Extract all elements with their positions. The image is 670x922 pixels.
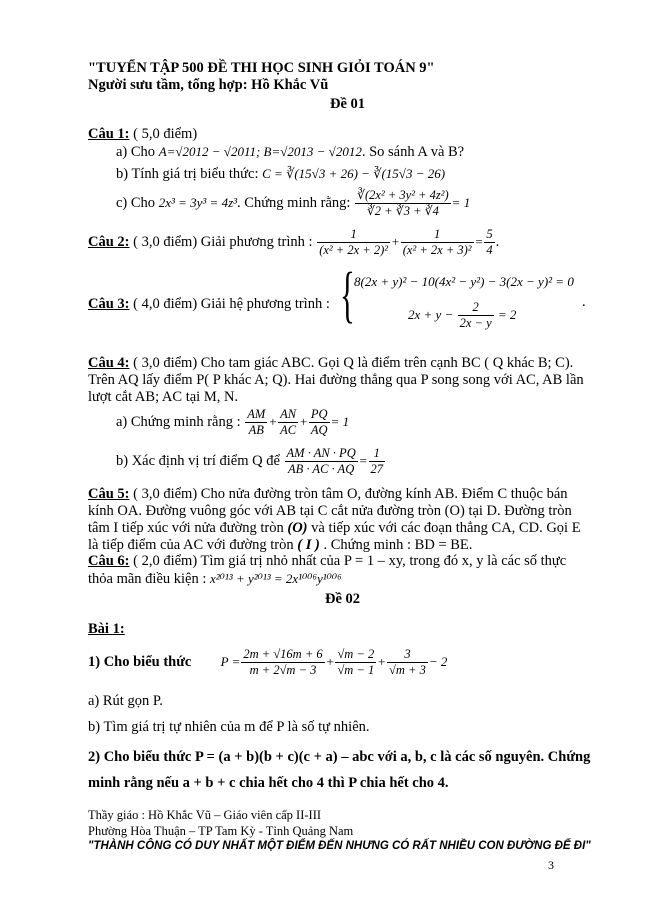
question-5-circle-i: ( I ) <box>297 537 320 553</box>
question-3-eq2-fraction <box>458 300 494 331</box>
question-3-eq2-denominator: 2x − y <box>459 316 492 330</box>
exam-2-p-tail: − 2 <box>428 653 448 669</box>
question-4a-n1: AM <box>247 407 266 421</box>
question-4-label: Câu 4: <box>88 355 130 371</box>
exam-2-fraction-2 <box>335 647 376 678</box>
question-1-label: Câu 1: <box>88 126 130 142</box>
question-4a-n3: PQ <box>310 407 328 421</box>
question-1-header <box>88 126 197 143</box>
question-2-plus: + <box>390 233 400 249</box>
question-4a-equals: = 1 <box>330 413 350 429</box>
exam-2-fraction-3 <box>387 647 428 678</box>
question-1c-numerator: ∛(2x² + 3y² + 4z²) <box>357 188 449 202</box>
question-6-label: Câu 6: <box>88 553 130 569</box>
question-1a-prefix: a) Cho <box>116 144 159 160</box>
footer-address: Phường Hòa Thuận – TP Tam Kỳ - Tỉnh Quảng Nam <box>88 824 354 838</box>
question-4a-prefix: a) Chứng minh rằng : <box>116 413 245 430</box>
question-4b <box>116 446 386 477</box>
question-2-result <box>484 227 494 258</box>
question-6 <box>88 553 593 588</box>
question-3-eq2-lhs: 2x + y − <box>408 306 457 322</box>
exam-1-title: Đề 01 <box>330 96 366 112</box>
question-5-label: Câu 5: <box>88 486 130 502</box>
question-2 <box>88 227 499 258</box>
footer-quote: "THÀNH CÔNG CÓ DUY NHẤT MỘT ĐIỂM ĐẾN NHƯNG CÓ RẤT NHIỀU CON ĐƯỜNG ĐỂ ĐI" <box>88 840 591 852</box>
question-1-points: ( 5,0 điểm) <box>129 126 198 142</box>
question-2-end: . <box>495 233 500 250</box>
exam-2-item-2-text: 2) Cho biểu thức P = (a + b)(b + c)(c + a) – abc với a, b, c là các số nguyên. Chứng minh rằng nếu a + b + c chia hết cho 4 thì P chia hết cho 4. <box>88 749 591 791</box>
question-1c-fraction <box>355 188 451 219</box>
question-1a-suffix: . So sánh A và B? <box>361 144 465 160</box>
question-4a-fraction-1 <box>245 407 267 438</box>
exam-2-f3-numerator: 3 <box>387 647 428 663</box>
system-brace: { <box>340 261 355 329</box>
footer-teacher: Thầy giáo : Hồ Khắc Vũ – Giáo viên cấp II-III <box>88 808 322 822</box>
question-4a-d2: AC <box>280 423 297 437</box>
question-4a-d1: AB <box>248 423 264 437</box>
exam-2-f3-denominator: √m + 3 <box>389 663 426 677</box>
question-1c-denominator: ∛2 + ∛3 + ∛4 <box>366 204 439 218</box>
question-4-intro <box>88 355 593 406</box>
question-5-circle-o: (O) <box>287 520 308 536</box>
question-4b-prefix: b) Xác định vị trí điểm Q để <box>116 452 284 469</box>
question-4b-denominator: AB · AC · AQ <box>288 462 355 476</box>
exam-2-p-lhs: P = <box>220 653 241 669</box>
question-4b-equals: = <box>358 452 368 468</box>
question-2-text: ( 3,0 điểm) Giải phương trình : <box>129 233 317 250</box>
question-1b-expression: C = ∛(15√3 + 26) − ∛(15√3 − 26) <box>262 166 446 181</box>
page-number: 3 <box>548 858 554 872</box>
question-5-text-a: ( 3,0 điểm) Cho nửa đường tròn tâm O, đường kính AB. Điểm C thuộc bán kính OA. Đường vuông góc với AB tại C cắt nửa đường tròn (O) tại D. Đường tròn tâm I tiếp xúc với nửa đường tròn <box>88 486 572 536</box>
question-2-f2-numerator: 1 <box>401 227 474 243</box>
exam-2-item-a: a) Rút gọn P. <box>88 693 163 709</box>
question-1c-equals: = 1 <box>451 194 471 210</box>
question-2-label: Câu 2: <box>88 233 130 250</box>
question-4b-numerator: AM · AN · PQ <box>286 446 356 460</box>
compiler-line: Người sưu tầm, tổng hợp: Hồ Khắc Vũ <box>88 77 329 93</box>
question-4b-fraction <box>285 446 358 477</box>
question-3-eq2-rhs: = 2 <box>494 306 517 322</box>
question-3-text: ( 4,0 điểm) Giải hệ phương trình : <box>129 296 330 312</box>
question-5 <box>88 486 593 554</box>
exam-2-item-2 <box>88 744 598 796</box>
question-3-end: . <box>582 294 586 310</box>
question-4a-n2: AN <box>280 407 297 421</box>
question-5-text-c: . Chứng minh : BD = BE. <box>319 537 473 553</box>
question-3-eq2-numerator: 2 <box>458 300 494 316</box>
exam-2-bai-1-label: Bài 1: <box>88 621 125 637</box>
question-4b-result-numerator: 1 <box>369 446 386 462</box>
question-2-result-denominator: 4 <box>486 243 493 257</box>
question-2-f2-denominator: (x² + 2x + 3)² <box>402 243 472 257</box>
exam-2-part-1: 1) Cho biểu thức P = $\frac{2m + √16m + 6}{m + 2√m - 3}$ + $\frac{√m - 2}{√m - 1}$ + $\frac{3}{√m + 3}$ − 2 <box>88 647 448 677</box>
book-title: "TUYỂN TẬP 500 ĐỀ THI HỌC SINH GIỎI TOÁN 9" <box>88 60 435 76</box>
exam-2-f1-numerator: 2m + √16m + 6 <box>243 647 323 661</box>
question-3-equation-2 <box>408 300 516 331</box>
exam-2-title: Đề 02 <box>325 591 361 607</box>
question-3-header <box>88 296 330 313</box>
question-1b <box>116 166 445 183</box>
question-5-text-b: và tiếp xúc với các đoạn thẳng CA, CD. Gọi E là tiếp điểm của AC với đường tròn <box>88 520 581 553</box>
question-4b-result <box>369 446 386 477</box>
question-2-result-numerator: 5 <box>486 227 493 241</box>
question-4a: a) Chứng minh rằng : $\frac{AM}{AB}$ + $\frac{AN}{AC}$ + $\frac{PQ}{AQ}$ = 1 <box>116 407 350 437</box>
question-2-f1-denominator: (x² + 2x + 2)² <box>319 243 388 257</box>
question-4a-fraction-3 <box>309 407 330 438</box>
question-1c-mid: . Chứng minh rằng: <box>237 194 355 211</box>
question-1c <box>116 188 470 219</box>
question-6-condition: x²⁰¹³ + y²⁰¹³ = 2x¹⁰⁰⁶y¹⁰⁰⁶ <box>210 571 342 586</box>
question-1b-prefix: b) Tính giá trị biểu thức: <box>116 166 263 182</box>
question-2-f1-numerator: 1 <box>317 227 390 243</box>
question-1c-prefix: c) Cho <box>116 194 159 211</box>
exam-2-item-b: b) Tìm giá trị tự nhiên của m để P là số tự nhiên. <box>88 719 370 735</box>
exam-2-part-1-prefix: 1) Cho biểu thức <box>88 653 192 670</box>
question-2-equals: = <box>474 233 484 249</box>
question-4b-result-denominator: 27 <box>370 462 384 476</box>
question-3-label: Câu 3: <box>88 296 130 312</box>
question-2-fraction-2 <box>401 227 474 258</box>
question-1a-expression: A=√2012 − √2011; B=√2013 − √2012 <box>158 144 362 159</box>
question-1a <box>116 144 464 161</box>
question-4-text: ( 3,0 điểm) Cho tam giác ABC. Gọi Q là điểm trên cạnh BC ( Q khác B; C). Trên AQ lấy điểm P( P khác A; Q). Hai đường thẳng qua P song song với AC, AB lần lượt cắt AB; AC tại M, N. <box>88 355 584 405</box>
question-3-equation-1: 8(2x + y)² − 10(4x² − y²) − 3(2x − y)² = 0 <box>354 274 574 289</box>
exam-2-fraction-1 <box>241 647 324 678</box>
question-6-text: ( 2,0 điểm) Tìm giá trị nhỏ nhất của P = 1 – xy, trong đó x, y là các số thực thỏa mãn điều kiện : <box>88 553 567 587</box>
question-2-fraction-1 <box>317 227 390 258</box>
exam-2-f2-numerator: √m − 2 <box>337 647 375 661</box>
question-1c-condition: 2x³ = 3y³ = 4z³ <box>158 194 238 210</box>
exam-2-f2-denominator: √m − 1 <box>337 663 375 677</box>
question-4a-fraction-2 <box>278 407 298 438</box>
exam-2-f1-denominator: m + 2√m − 3 <box>249 663 317 677</box>
question-4a-d3: AQ <box>310 423 328 437</box>
